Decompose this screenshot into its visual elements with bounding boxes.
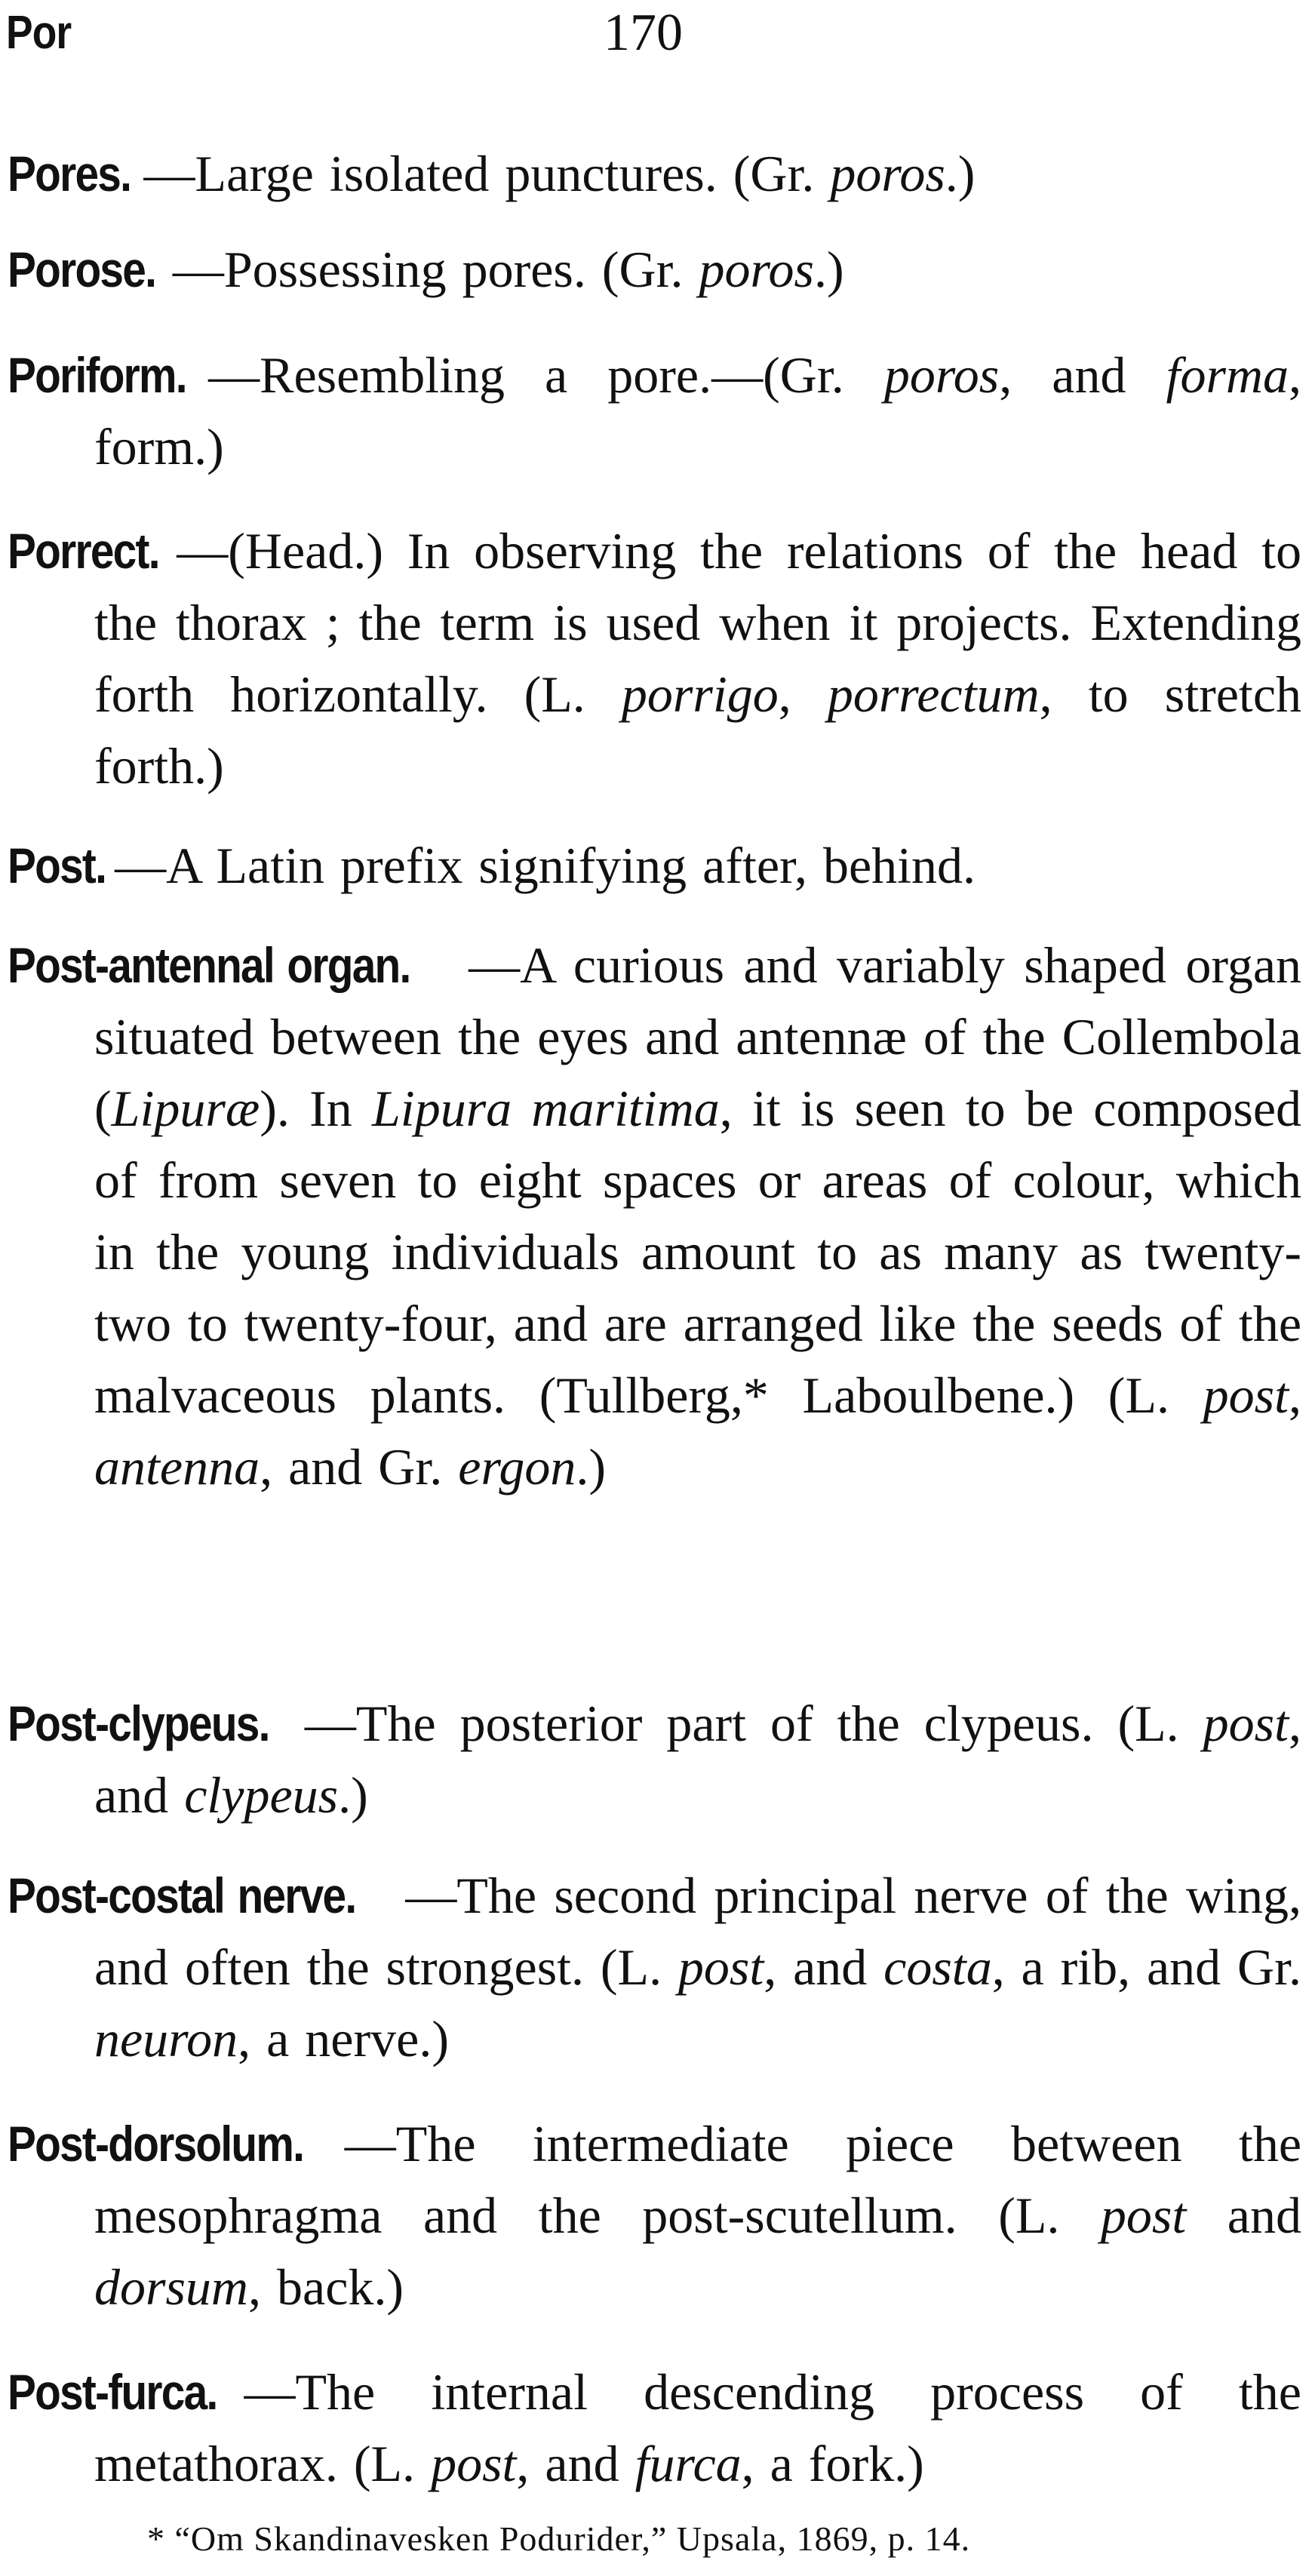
italic-term: poros bbox=[699, 241, 814, 298]
italic-term: antenna bbox=[94, 1438, 260, 1495]
definition-text: ). In bbox=[260, 1080, 372, 1137]
definition-text: , bbox=[1289, 1366, 1301, 1424]
entry-term: Post-clypeus. bbox=[8, 1695, 269, 1751]
definition-text: —A curious and variably shaped organ situated between the eyes and antennæ of the Collembola ( bbox=[94, 936, 1301, 1137]
definition-text: —Resembling a pore.—(Gr. bbox=[208, 346, 884, 404]
definition-text: —Possessing pores. (Gr. bbox=[172, 241, 699, 298]
entry-definition bbox=[115, 837, 976, 894]
entry-term: Porrect. bbox=[8, 523, 159, 579]
italic-term: neuron bbox=[94, 2010, 238, 2067]
definition-text: and bbox=[1186, 2187, 1301, 2244]
entry-definition bbox=[94, 1695, 1301, 1824]
glossary-entry bbox=[8, 340, 1301, 483]
definition-text: —Large isolated punctures. (Gr. bbox=[143, 145, 831, 202]
definition-text: .) bbox=[945, 145, 976, 202]
italic-term: poros bbox=[830, 145, 945, 202]
definition-text: —The posterior part of the clypeus. (L. bbox=[304, 1695, 1203, 1752]
definition-text: , it is seen to be composed of from seven to eight spaces or areas of colour, which in the young individuals amount to as many as twenty-two to twenty-four, and are arranged like the seeds of the malvaceous plants. (Tullberg,* Laboulbene.) (L. bbox=[94, 1080, 1302, 1424]
glossary-entry bbox=[8, 2108, 1301, 2323]
italic-term: furca bbox=[634, 2435, 742, 2492]
running-head: Por bbox=[6, 7, 72, 59]
italic-term: clypeus bbox=[184, 1766, 339, 1824]
definition-text: , form.) bbox=[94, 346, 1302, 475]
page-header bbox=[0, 0, 1312, 83]
entry-term: Post-costal nerve. bbox=[8, 1867, 356, 1923]
glossary-entry bbox=[8, 930, 1301, 1503]
italic-term: post bbox=[1100, 2187, 1187, 2244]
italic-term: dorsum bbox=[94, 2258, 249, 2316]
glossary-entry bbox=[8, 830, 1301, 902]
definition-text: , and bbox=[94, 1695, 1301, 1824]
italic-term: ergon bbox=[458, 1438, 576, 1495]
definition-text: —A Latin prefix signifying after, behind. bbox=[115, 837, 976, 894]
entry-definition bbox=[173, 241, 844, 298]
definition-text: —The intermediate piece between the mesophragma and the post-scutellum. (L. bbox=[94, 2115, 1301, 2244]
italic-term: porrigo bbox=[621, 666, 779, 723]
entry-term: Porose. bbox=[8, 241, 156, 297]
entry-term: Post-furca. bbox=[8, 2364, 217, 2420]
glossary-entry bbox=[8, 138, 1301, 210]
entry-term: Post-dorsolum. bbox=[8, 2116, 304, 2172]
definition-text: , and bbox=[516, 2435, 635, 2492]
italic-term: Lipura maritima bbox=[371, 1080, 720, 1137]
footnote: * “Om Skandinavesken Podurider,” Upsala, 1869, p. 14. bbox=[147, 2519, 971, 2558]
definition-text: , and Gr. bbox=[260, 1438, 459, 1495]
glossary-entry bbox=[8, 2356, 1301, 2500]
entry-term: Poriform. bbox=[8, 347, 186, 403]
italic-term: poros bbox=[883, 346, 1000, 404]
entry-definition bbox=[94, 936, 1301, 1495]
definition-text: , and bbox=[999, 346, 1166, 404]
glossary-entry bbox=[8, 515, 1301, 802]
entry-term: Post. bbox=[8, 838, 106, 893]
definition-text: —The internal descending process of the metathorax. (L. bbox=[94, 2363, 1301, 2492]
italic-term: Lipuræ bbox=[111, 1080, 260, 1137]
italic-term: porrectum bbox=[827, 666, 1040, 723]
page-number: 170 bbox=[604, 4, 683, 62]
italic-term: forma bbox=[1166, 346, 1289, 404]
italic-term: costa bbox=[883, 1938, 992, 1996]
italic-term: post bbox=[678, 1938, 764, 1996]
definition-text: , and bbox=[764, 1938, 884, 1996]
definition-text: —The second principal nerve of the wing, and often the strongest. (L. bbox=[94, 1867, 1301, 1996]
entry-definition bbox=[94, 522, 1301, 795]
glossary-entry bbox=[8, 1860, 1301, 2075]
italic-term: post bbox=[431, 2435, 517, 2492]
glossary-entry bbox=[8, 234, 1301, 306]
definition-text: .) bbox=[338, 1766, 368, 1824]
entry-definition bbox=[94, 2363, 1301, 2492]
definition-text: , to stretch forth.) bbox=[94, 666, 1301, 795]
italic-term: post bbox=[1203, 1366, 1289, 1424]
entry-definition bbox=[94, 346, 1301, 475]
definition-text: , a fork.) bbox=[741, 2435, 924, 2492]
definition-text: .) bbox=[813, 241, 844, 298]
italic-term: post bbox=[1203, 1695, 1289, 1752]
glossary-entry bbox=[8, 1688, 1301, 1831]
entry-definition bbox=[144, 145, 976, 202]
definition-text: , back.) bbox=[248, 2258, 404, 2316]
definition-text: , a rib, and Gr. bbox=[991, 1938, 1301, 1996]
definition-text: —(Head.) In observing the relations of the head to the thorax ; the term is used when it projects. Extending forth horizontally. (L. bbox=[94, 522, 1301, 723]
entry-term: Post-antennal organ. bbox=[8, 937, 410, 993]
definition-text: , bbox=[778, 666, 828, 723]
definition-text: , a nerve.) bbox=[238, 2010, 449, 2067]
definition-text: .) bbox=[576, 1438, 607, 1495]
entry-term: Pores. bbox=[8, 146, 131, 201]
